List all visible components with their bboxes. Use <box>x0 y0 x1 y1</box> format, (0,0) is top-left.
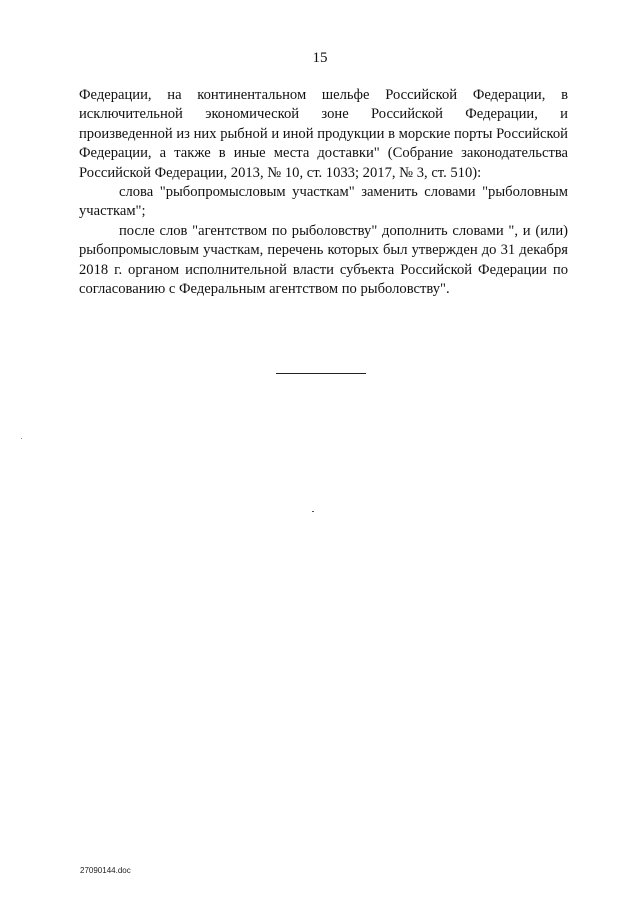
document-body <box>79 86 568 299</box>
scan-speck <box>21 438 22 439</box>
page-number: 15 <box>312 50 328 66</box>
scan-speck <box>312 511 314 512</box>
footer-filename: 27090144.doc <box>80 866 131 875</box>
paragraph-2: слова "рыбопромысловым участкам" заменить словами "рыболовным участкам"; <box>79 184 568 220</box>
separator-line <box>276 373 366 374</box>
paragraph-1: Федерации, на континентальном шельфе Российской Федерации, в исключительной экономической зоне Российской Федерации, и произведенной из них рыбной и иной продукции в морские порты Российской Федерации, а также в иные места доставки" (Собрание законодательства Российской Федерации, 2013, № 10, ст. 1033; 2017, № 3, ст. 510): <box>79 87 568 181</box>
paragraph-3: после слов "агентством по рыболовству" дополнить словами ", и (или) рыбопромысловым участкам, перечень которых был утвержден до 31 декабря 2018 г. органом исполнительной власти субъекта Российской Федерации по согласованию с Федеральным агентством по рыболовству". <box>79 222 568 298</box>
